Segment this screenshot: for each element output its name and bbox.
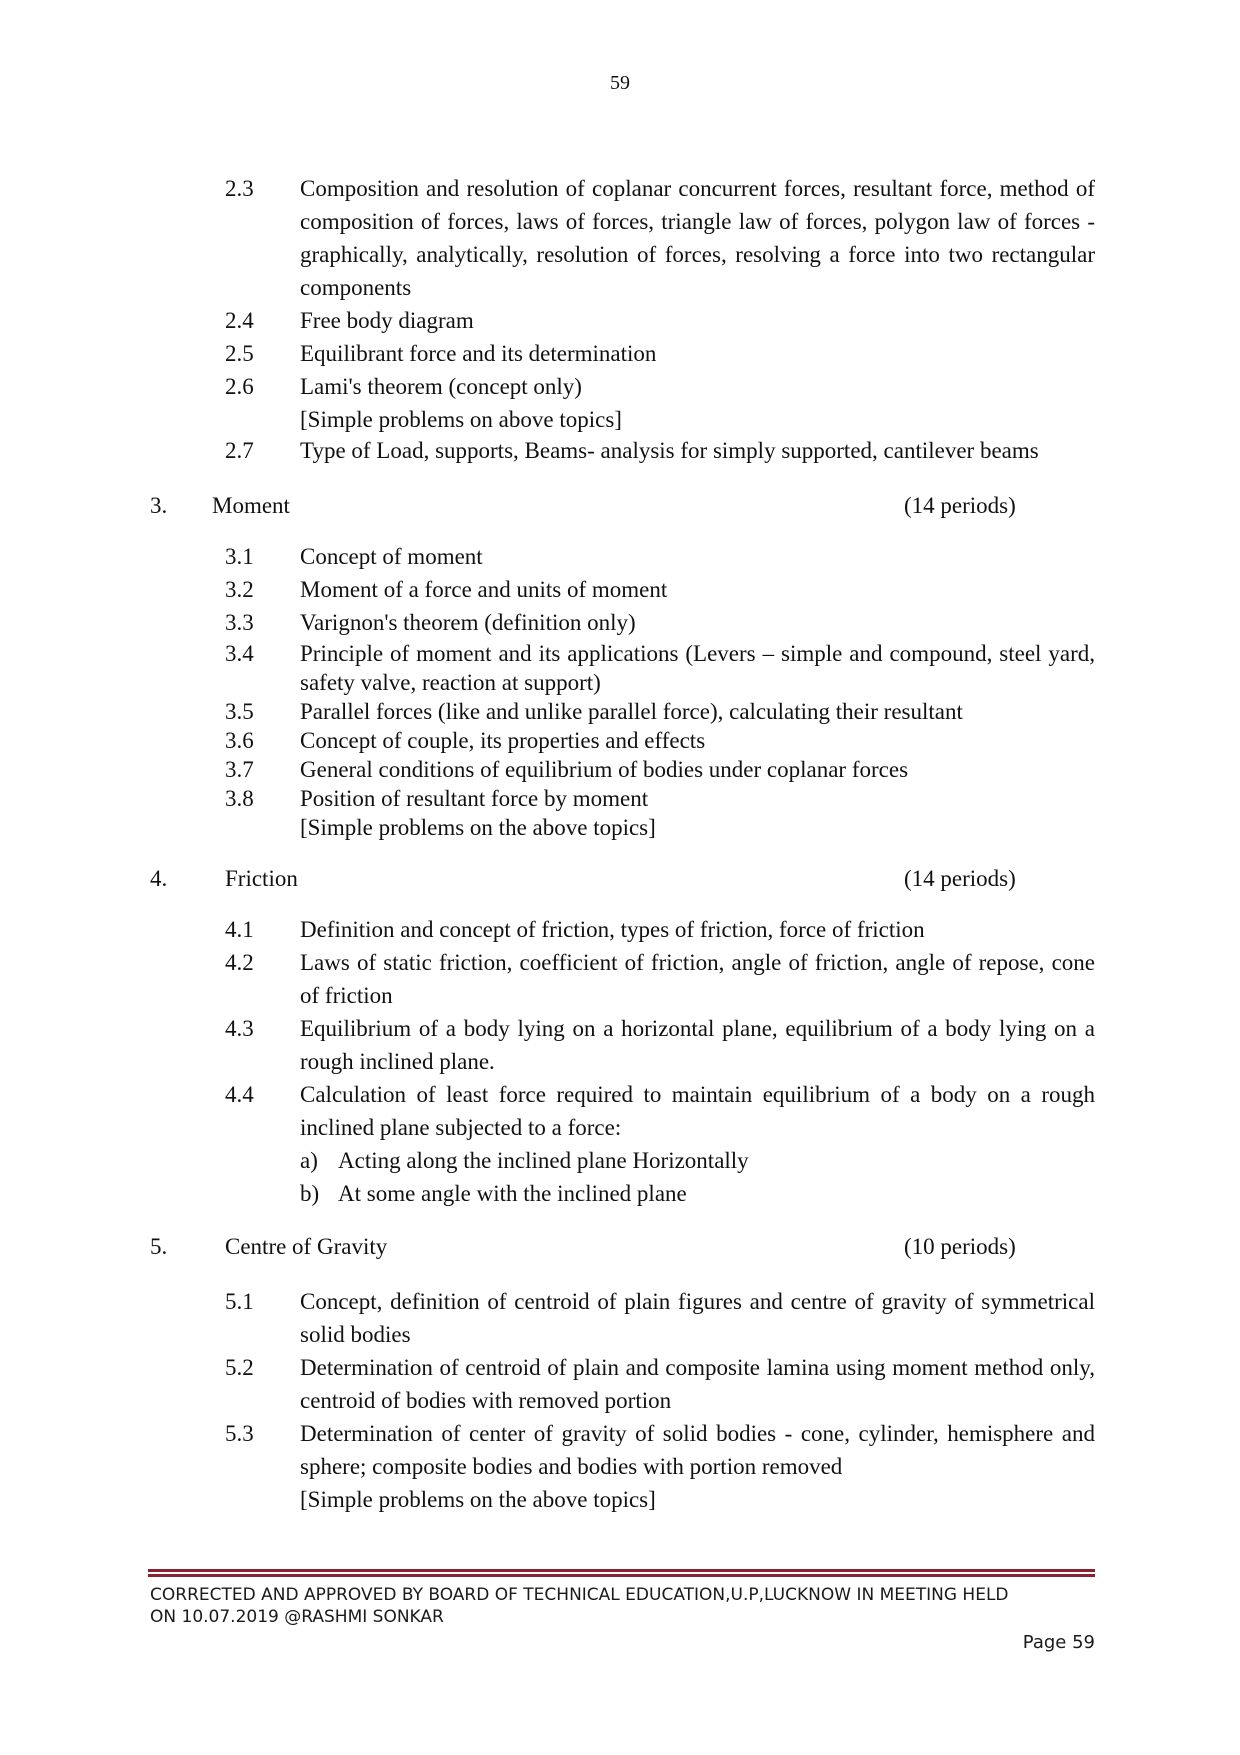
list-item xyxy=(225,337,1095,370)
section-title: Moment xyxy=(212,493,290,518)
item-number: 5.2 xyxy=(225,1355,254,1380)
section-4-items xyxy=(0,913,1240,1210)
syllabus-content xyxy=(0,172,1240,1516)
section-5-items xyxy=(0,1285,1240,1516)
list-item xyxy=(225,573,1095,606)
list-item xyxy=(225,1417,1095,1483)
list-item xyxy=(225,436,1095,465)
list-item xyxy=(225,304,1095,337)
footer-divider xyxy=(148,1569,1095,1572)
item-text: Concept of couple, its properties and effects xyxy=(300,728,706,753)
item-number: 3.4 xyxy=(225,641,254,666)
problems-note: [Simple problems on the above topics] xyxy=(300,1487,656,1512)
item-text: Position of resultant force by moment xyxy=(300,786,649,811)
item-text: Composition and resolution of coplanar concurrent forces, resultant force, method of composition of forces, laws of forces, triangle law of forces, polygon law of forces - graphically, analytically, resolution of forces, resolving a force into two rectangular components xyxy=(300,176,1095,300)
item-text: Concept of moment xyxy=(300,544,483,569)
item-number: 3.1 xyxy=(225,544,254,569)
item-text: Equilibrant force and its determination xyxy=(300,341,657,366)
footer-page-number: Page 59 xyxy=(1022,1632,1095,1653)
item-number: 4.3 xyxy=(225,1016,254,1041)
section-heading-friction xyxy=(0,862,1240,895)
list-item xyxy=(225,1078,1095,1144)
footer-line-2: ON 10.07.2019 @RASHMI SONKAR xyxy=(150,1607,444,1627)
section-heading-moment xyxy=(0,489,1240,522)
item-text: Equilibrium of a body lying on a horizontal plane, equilibrium of a body lying on a rough inclined plane. xyxy=(300,1016,1095,1074)
item-number: 3.2 xyxy=(225,577,254,602)
list-item xyxy=(225,540,1095,573)
section-number: 5. xyxy=(150,1234,168,1259)
list-item xyxy=(225,639,1095,697)
section-periods: (14 periods) xyxy=(904,493,1016,518)
item-number: 3.6 xyxy=(225,728,254,753)
list-item xyxy=(225,784,1095,813)
item-number: 2.3 xyxy=(225,176,254,201)
item-number: 4.4 xyxy=(225,1082,254,1107)
list-item xyxy=(225,1285,1095,1351)
item-number: 2.6 xyxy=(225,374,254,399)
section-periods: (10 periods) xyxy=(904,1234,1016,1259)
sub-item-label: a) xyxy=(300,1148,318,1173)
section-title: Centre of Gravity xyxy=(225,1234,388,1259)
section-heading-centre-of-gravity xyxy=(0,1230,1240,1263)
item-number: 2.5 xyxy=(225,341,254,366)
item-text: Definition and concept of friction, types of friction, force of friction xyxy=(300,917,925,942)
list-item xyxy=(225,606,1095,639)
item-text: Moment of a force and units of moment xyxy=(300,577,668,602)
section-number: 3. xyxy=(150,493,168,518)
sub-list-item xyxy=(300,1144,1000,1177)
section-number: 4. xyxy=(150,866,168,891)
item-number: 4.1 xyxy=(225,917,254,942)
section-title: Friction xyxy=(225,866,298,891)
item-number: 3.5 xyxy=(225,699,254,724)
section-2-continued xyxy=(0,172,1240,465)
item-text: Calculation of least force required to maintain equilibrium of a body on a rough inclined plane subjected to a force: xyxy=(300,1082,1095,1140)
item-text: Lami's theorem (concept only) xyxy=(300,374,582,399)
item-text: Laws of static friction, coefficient of friction, angle of friction, angle of repose, cone of friction xyxy=(300,950,1095,1008)
item-text: Determination of centroid of plain and composite lamina using moment method only, centroid of bodies with removed portion xyxy=(300,1355,1095,1413)
list-item xyxy=(225,172,1095,304)
problems-note: [Simple problems on the above topics] xyxy=(300,815,656,840)
item-text: Principle of moment and its applications (Levers – simple and compound, steel yard, safety valve, reaction at support) xyxy=(300,641,1095,695)
item-text: General conditions of equilibrium of bodies under coplanar forces xyxy=(300,757,909,782)
sub-item-text: Acting along the inclined plane Horizontally xyxy=(338,1148,749,1173)
section-periods: (14 periods) xyxy=(904,866,1016,891)
item-number: 2.4 xyxy=(225,308,254,333)
list-item xyxy=(225,370,1095,403)
section-3-items xyxy=(0,540,1240,842)
sub-list-item xyxy=(300,1177,1000,1210)
sub-item-text: At some angle with the inclined plane xyxy=(338,1181,687,1206)
list-item xyxy=(225,913,1095,946)
item-text: Parallel forces (like and unlike parallel force), calculating their resultant xyxy=(300,699,963,724)
item-text: Concept, definition of centroid of plain figures and centre of gravity of symmetrical solid bodies xyxy=(300,1289,1095,1347)
item-text: Varignon's theorem (definition only) xyxy=(300,610,636,635)
item-text: Free body diagram xyxy=(300,308,474,333)
item-text: Determination of center of gravity of solid bodies - cone, cylinder, hemisphere and sphere; composite bodies and bodies with portion removed xyxy=(300,1421,1095,1479)
footer-approval-text xyxy=(150,1584,1095,1628)
list-item xyxy=(225,755,1095,784)
item-number: 3.7 xyxy=(225,757,254,782)
list-item xyxy=(225,697,1095,726)
item-number: 5.1 xyxy=(225,1289,254,1314)
problems-note: [Simple problems on above topics] xyxy=(300,407,622,432)
page-number-top: 59 xyxy=(610,72,630,94)
list-item xyxy=(225,726,1095,755)
item-number: 3.3 xyxy=(225,610,254,635)
sub-item-label: b) xyxy=(300,1181,320,1206)
footer-line-1: CORRECTED AND APPROVED BY BOARD OF TECHNICAL EDUCATION,U.P,LUCKNOW IN MEETING HELD xyxy=(150,1585,1009,1605)
item-number: 5.3 xyxy=(225,1421,254,1446)
list-item xyxy=(225,1012,1095,1078)
item-number: 4.2 xyxy=(225,950,254,975)
list-item xyxy=(225,946,1095,1012)
item-number: 3.8 xyxy=(225,786,254,811)
item-number: 2.7 xyxy=(225,438,254,463)
item-text: Type of Load, supports, Beams- analysis for simply supported, cantilever beams xyxy=(300,438,1039,463)
list-item xyxy=(225,1351,1095,1417)
